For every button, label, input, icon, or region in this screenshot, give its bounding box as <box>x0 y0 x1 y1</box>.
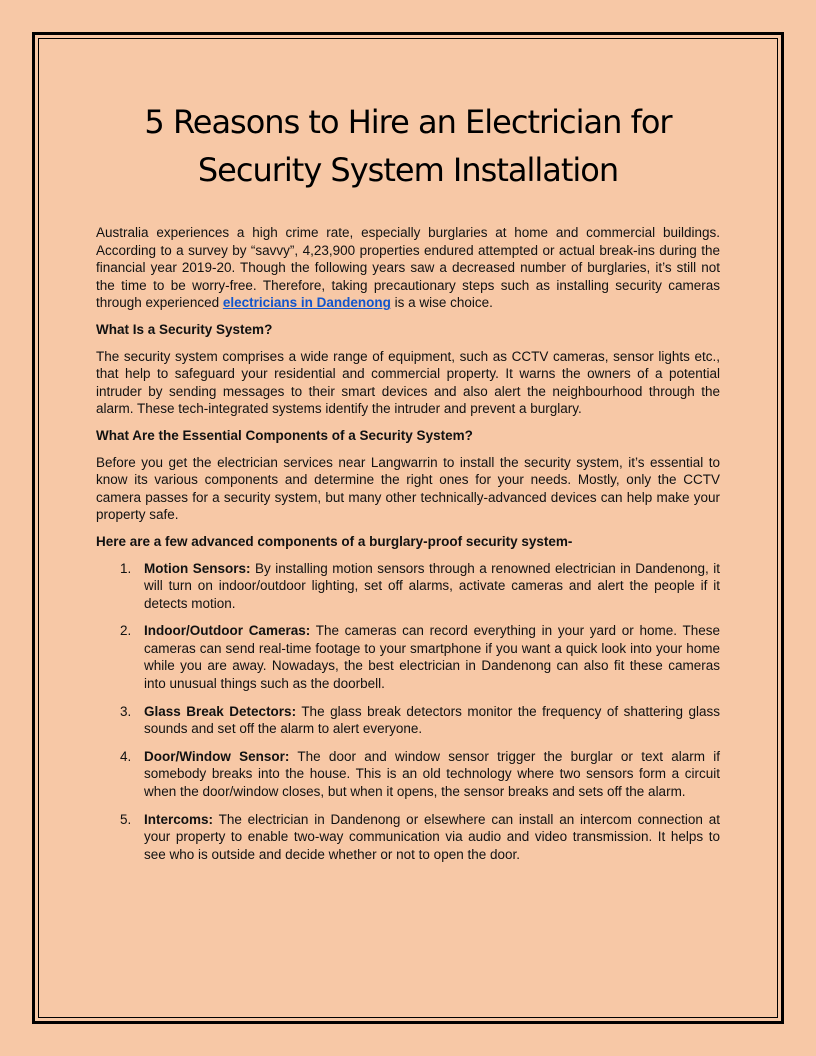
list-item-number: 1. <box>120 560 132 576</box>
list-item-term: Intercoms: <box>144 811 214 827</box>
list-item-number: 2. <box>120 623 132 639</box>
page-title: 5 Reasons to Hire an Electrician for Security System Installation <box>144 103 672 189</box>
list-item-term: Glass Break Detectors: <box>144 703 297 719</box>
components-list <box>96 560 720 864</box>
list-item-number: 4. <box>120 748 132 764</box>
list-item-text: The door and window sensor trigger the burglar or text alarm if somebody breaks into the house. This is an old technology where two sensors form a circuit when the door/window closes, but when it opens, the sensor breaks and sets off the alarm. <box>144 748 720 800</box>
list-item <box>96 560 720 613</box>
list-item-text: The glass break detectors monitor the frequency of shattering glass sounds and set off the alarm to alert everyone. <box>144 703 720 737</box>
list-item <box>96 748 720 801</box>
section-heading-components: What Are the Essential Components of a Security System? <box>96 427 473 443</box>
list-heading: Here are a few advanced components of a burglary-proof security system- <box>96 533 573 549</box>
article-body <box>96 224 720 873</box>
list-item-number: 5. <box>120 811 132 827</box>
list-item-text: By installing motion sensors through a renowned electrician in Dandenong, it will turn on indoor/outdoor lighting, set off alarms, activate cameras and alert the people if it detects motion. <box>144 560 720 611</box>
intro-paragraph <box>96 224 720 312</box>
list-item <box>96 622 720 692</box>
section-body-what-is: The security system comprises a wide range of equipment, such as CCTV cameras, sensor lights etc., that help to safeguard your residential and commercial property. It warns the owners of a potential intruder by sending messages to their smart devices and also alert the neighbourhood through the alarm. These tech-integrated systems identify the intruder and prevent a burglary. <box>96 348 720 417</box>
section-body-components: Before you get the electrician services near Langwarrin to install the security system, it’s essential to know its various components and determine the right ones for your needs. Mostly, only the CCTV camera passes for a security system, but many other technically-advanced devices can help make your property safe. <box>96 454 720 523</box>
list-item-term: Motion Sensors: <box>144 560 251 576</box>
list-item <box>96 811 720 864</box>
intro-text-before: Australia experiences a high crime rate, especially burglaries at home and commercial buildings. According to a survey by “savvy”, 4,23,900 properties endured attempted or actual break-ins during the financial year 2019-20. Though the following years saw a decreased number of burglaries, it’s still not the time to be worry-free. Therefore, taking precautionary steps such as installing security cameras through experienced <box>96 225 720 311</box>
list-item-text: The cameras can record everything in your yard or home. These cameras can send real-time footage to your smartphone if you want a quick look into your home while you are away. Nowadays, the best electrician in Dandenong can also fit these cameras into unusual things such as the doorbell. <box>144 623 720 692</box>
electricians-dandenong-link[interactable]: electricians in Dandenong <box>222 295 391 311</box>
list-item-text: The electrician in Dandenong or elsewhere can install an intercom connection at your property to enable two-way communication via audio and video transmission. It helps to see who is outside and decide whether or not to open the door. <box>144 811 720 862</box>
list-item-term: Door/Window Sensor: <box>144 748 290 764</box>
list-item <box>96 703 720 738</box>
list-item-term: Indoor/Outdoor Cameras: <box>144 623 311 639</box>
intro-text-after: is a wise choice. <box>390 295 493 311</box>
list-item-number: 3. <box>120 703 132 719</box>
section-heading-what-is: What Is a Security System? <box>96 321 273 337</box>
